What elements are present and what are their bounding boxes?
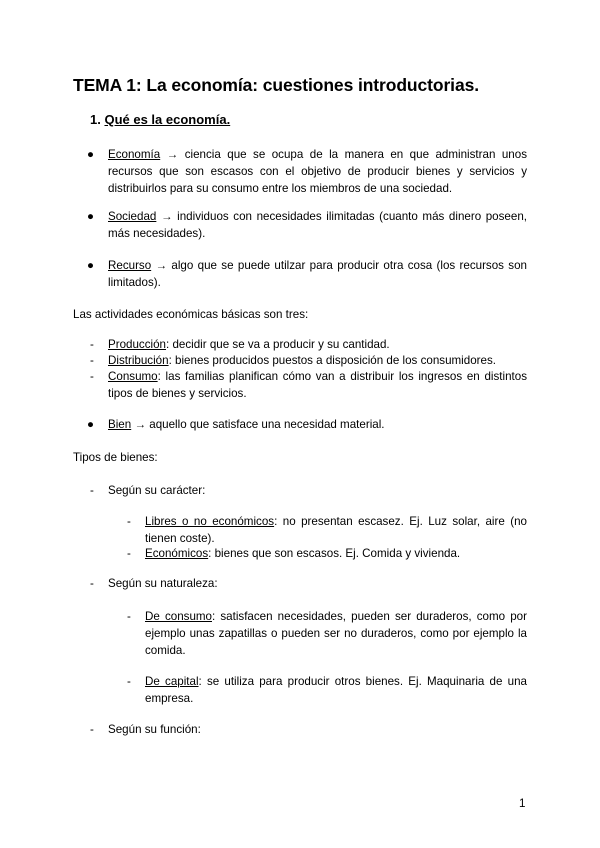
definition: : satisfacen necesidades, pueden ser duraderos, como por ejemplo unas zapatillas o pueden ser no duraderos, como por ejemplo la comida. [145,610,527,657]
dash-marker: - [90,577,94,590]
bullet-marker: ● [87,210,95,223]
definition: : decidir que se va a producir y su cantidad. [166,338,390,351]
section-number: 1. [90,112,101,127]
paragraph: Tipos de bienes: [73,451,158,464]
dash-marker: - [90,370,94,383]
dash-marker: - [127,675,131,688]
definition: aquello que satisface una necesidad material. [149,418,385,431]
list-item [108,368,527,402]
document-title: TEMA 1: La economía: cuestiones introductorias. [73,75,479,95]
arrow: → [151,259,172,272]
list-item [145,673,527,707]
list-item: Según su naturaleza: [108,577,218,590]
dash-marker: - [90,338,94,351]
paragraph: Las actividades económicas básicas son tres: [73,308,309,321]
bullet-marker: ● [87,148,95,161]
definition: : bienes producidos puestos a disposición de los consumidores. [168,354,496,367]
term: De consumo [145,610,212,623]
section-title: Qué es la economía. [104,112,231,127]
dash-marker: - [90,484,94,497]
term: Bien [108,418,132,431]
bullet-marker: ● [87,259,95,272]
term: Económicos [145,547,209,560]
dash-marker: - [127,547,131,560]
term: Economía [108,148,161,161]
definition: : se utiliza para producir otros bienes. Ej. Maquinaria de una empresa. [145,675,527,705]
definition: : no presentan escasez. Ej. Luz solar, aire (no tienen coste). [145,515,528,545]
term: De capital [145,675,199,688]
arrow: → [160,148,185,161]
list-item: Según su carácter: [108,484,206,497]
list-item [108,416,527,433]
list-item [108,208,527,242]
dash-marker: - [127,610,131,623]
arrow: → [131,418,150,431]
definition: algo que se puede utilzar para producir otra cosa (los recursos son limitados). [108,259,527,289]
list-item [108,257,527,291]
term: Producción [108,338,167,351]
dash-marker: - [127,515,131,528]
list-item [145,608,527,659]
list-item [145,513,527,547]
definition: ciencia que se ocupa de la manera en que administran unos recursos que son escasos con el objetivo de producir bienes y servicios y distribuirlos para su consumo entre los miembros de una sociedad. [108,148,527,195]
section-heading [90,112,230,127]
bullet-marker: ● [87,418,95,431]
list-item [145,545,527,562]
list-item [108,352,527,369]
term: Consumo [108,370,158,383]
definition: : bienes que son escasos. Ej. Comida y vivienda. [208,547,461,560]
term: Sociedad [108,210,157,223]
term: Recurso [108,259,152,272]
definition: : las familias planifican cómo van a distribuir los ingresos en distintos tipos de bienes y servicios. [108,370,527,400]
page-number: 1 [519,797,526,810]
dash-marker: - [90,723,94,736]
list-item [108,336,527,353]
arrow: → [156,210,178,223]
list-item [108,146,527,197]
term: Libres o no económicos [145,515,275,528]
term: Distribución [108,354,169,367]
dash-marker: - [90,354,94,367]
list-item: Según su función: [108,723,201,736]
definition: individuos con necesidades ilimitadas (cuanto más dinero poseen, más necesidades). [108,210,527,240]
